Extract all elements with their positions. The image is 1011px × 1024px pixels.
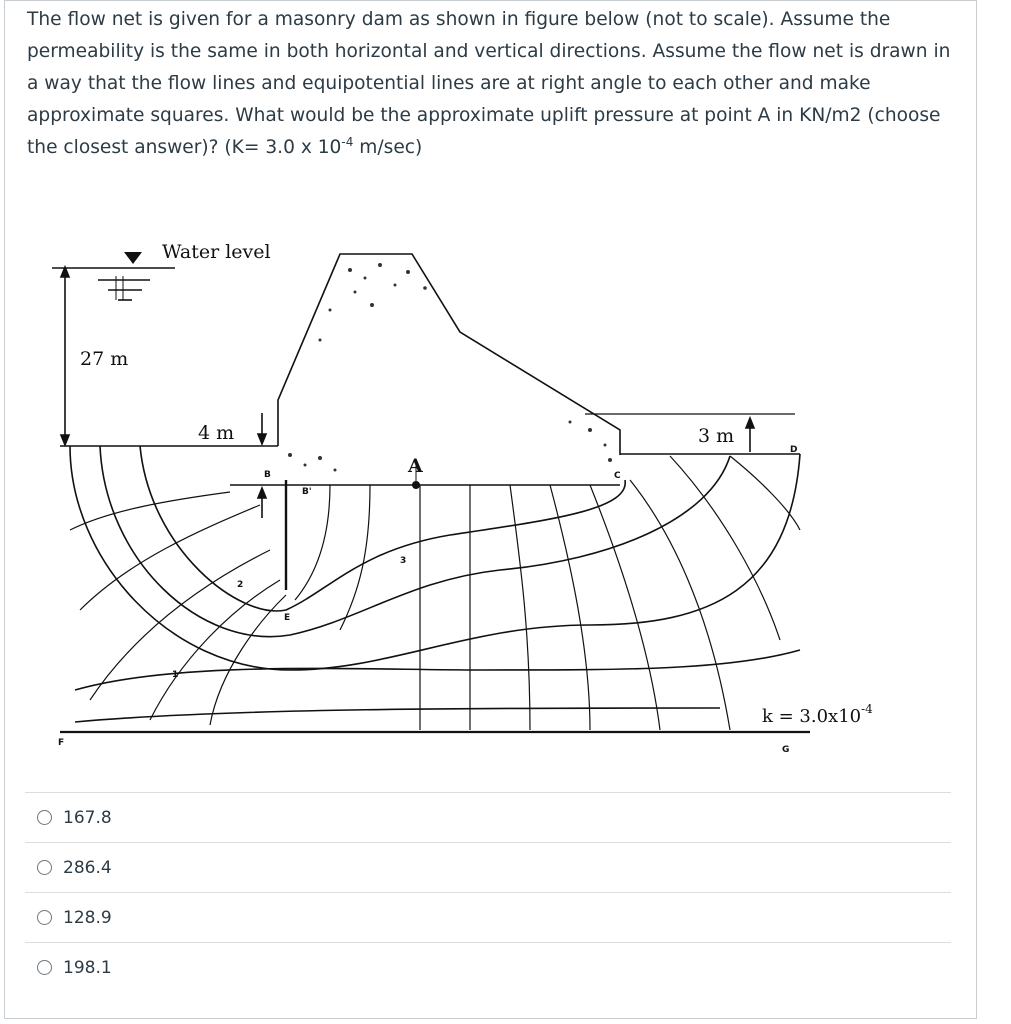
channel-2-label: 2 — [237, 580, 244, 590]
answer-option-label: 128.9 — [63, 907, 112, 928]
permeability-label-base: k = 3.0x10 — [762, 706, 862, 727]
answer-option-label: 167.8 — [63, 807, 112, 828]
dimension-arrow-bottom — [61, 435, 69, 445]
water-level-label: Water level — [162, 241, 271, 263]
radio-button[interactable] — [37, 810, 52, 825]
point-E-label: E — [284, 613, 291, 623]
radio-button[interactable] — [37, 860, 52, 875]
answer-option-2[interactable] — [25, 842, 951, 892]
equipotential-lines — [70, 456, 800, 730]
point-A-label: A — [408, 455, 423, 477]
point-F-label: F — [58, 738, 65, 748]
question-exponent: -4 — [341, 134, 354, 149]
water-level-triangle-icon — [124, 252, 142, 264]
radio-button[interactable] — [37, 960, 52, 975]
point-C-label: C — [614, 471, 621, 481]
point-D-label: D — [790, 445, 798, 455]
point-A-marker — [412, 481, 420, 489]
dam-outline — [278, 254, 620, 455]
answer-option-1[interactable] — [25, 792, 951, 842]
flow-line-5 — [75, 708, 720, 722]
flow-net-figure — [30, 230, 900, 770]
permeability-label-exponent: -4 — [861, 702, 873, 716]
upstream-head-label: 27 m — [80, 348, 129, 370]
radio-button[interactable] — [37, 910, 52, 925]
flow-line-1 — [140, 446, 625, 611]
point-G-label: G — [782, 745, 790, 755]
flow-line-4 — [75, 650, 800, 690]
channel-3-label: 3 — [400, 556, 407, 566]
concrete-texture — [288, 263, 612, 472]
answer-option-3[interactable] — [25, 892, 951, 942]
answer-options — [25, 792, 951, 992]
question-text — [27, 4, 957, 164]
question-text-end: m/sec) — [353, 137, 423, 158]
channel-1-label: 1 — [172, 670, 179, 680]
sheet-pile-depth-label: 4 m — [198, 422, 235, 444]
answer-option-label: 286.4 — [63, 857, 112, 878]
answer-option-4[interactable] — [25, 942, 951, 992]
question-text-main: The flow net is given for a masonry dam as shown in figure below (not to scale). Assume the permeability is the same in both horizontal and vertical directions. Assume the flow net is drawn in a way that the flow lines and equipotential lines are at right angle to each other and make approximate squares. What would be the approximate uplift pressure at point A in KN/m2 (choose the closest answer)? (K= 3.0 x 10 — [27, 9, 951, 158]
permeability-label — [762, 702, 873, 727]
answer-option-label: 198.1 — [63, 957, 112, 978]
point-B-label: B — [264, 470, 271, 480]
point-B-prime-label: B' — [302, 487, 312, 497]
downstream-head-label: 3 m — [698, 425, 735, 447]
